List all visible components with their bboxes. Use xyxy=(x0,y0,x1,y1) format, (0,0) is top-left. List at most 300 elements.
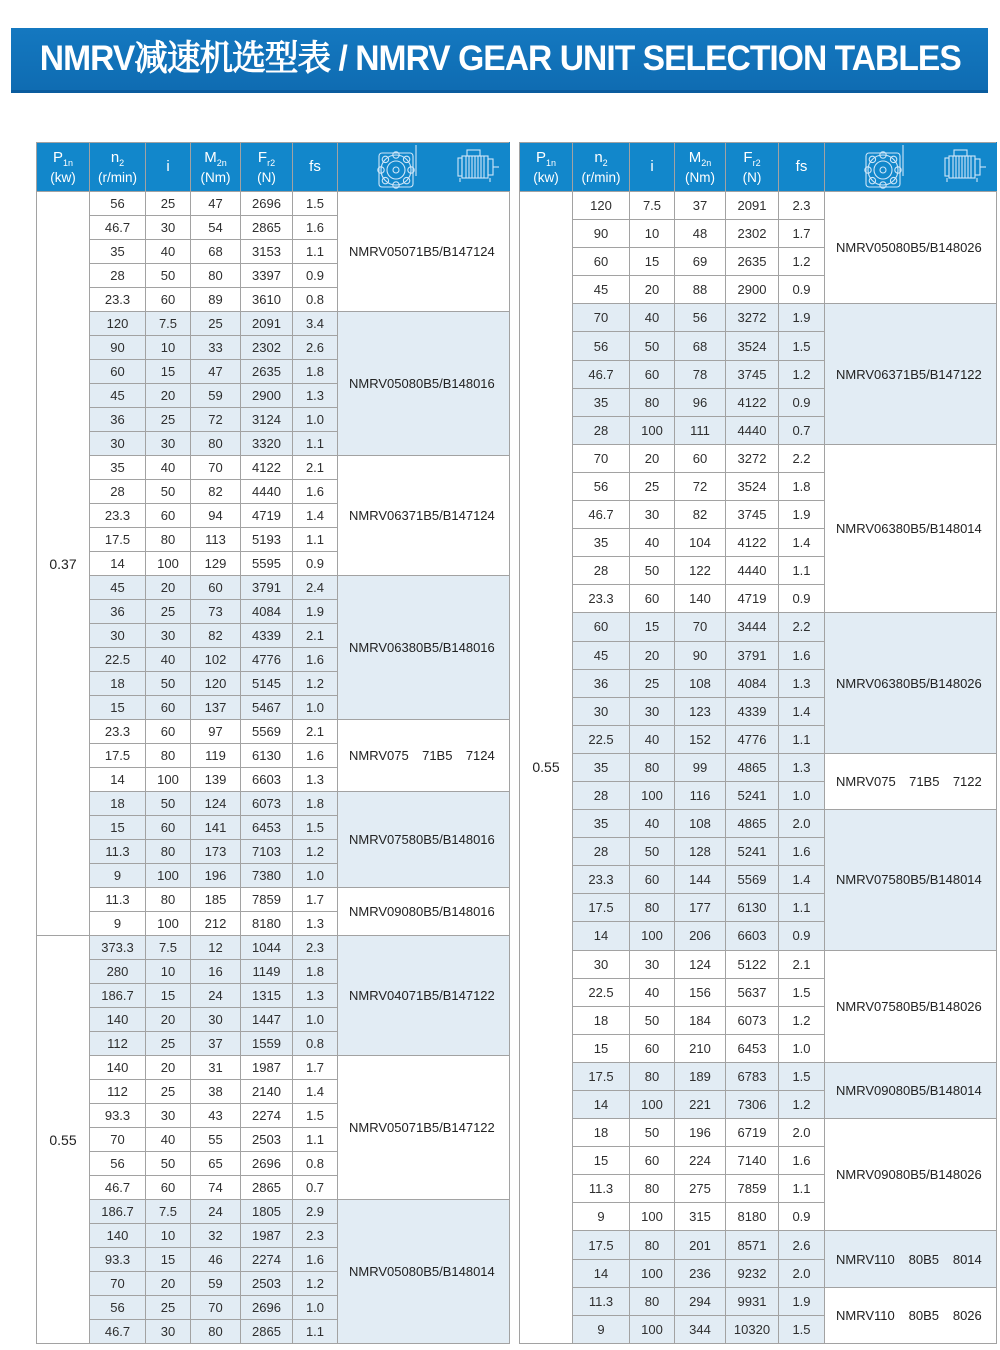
table-row xyxy=(520,304,997,332)
service-factor-cell: 1.5 xyxy=(293,1104,338,1128)
radial-load-cell: 4719 xyxy=(726,585,779,613)
n2-cell: 90 xyxy=(573,220,630,248)
code-number: 8026 xyxy=(952,1167,982,1183)
torque-cell: 54 xyxy=(191,216,241,240)
ratio-cell: 50 xyxy=(146,480,191,504)
n2-cell: 11.3 xyxy=(90,840,146,864)
service-factor-cell: 1.4 xyxy=(779,866,825,894)
torque-cell: 59 xyxy=(191,1272,241,1296)
n2-cell: 15 xyxy=(573,1034,630,1062)
ratio-cell: 40 xyxy=(630,978,675,1006)
n2-cell: 120 xyxy=(573,192,630,220)
torque-cell: 141 xyxy=(191,816,241,840)
radial-load-cell: 4122 xyxy=(726,529,779,557)
service-factor-cell: 1.6 xyxy=(293,216,338,240)
flange-type: 80B5/B14 xyxy=(895,521,953,537)
model-designation-cell xyxy=(338,936,510,1056)
table-row xyxy=(520,1287,997,1315)
service-factor-cell: 1.0 xyxy=(293,408,338,432)
service-factor-cell: 2.0 xyxy=(779,1119,825,1147)
n2-cell: 35 xyxy=(573,810,630,838)
flange-type: 80B5/B14 xyxy=(408,904,466,919)
ratio-cell: 60 xyxy=(630,360,675,388)
n2-cell: 18 xyxy=(90,672,146,696)
radial-load-cell: 1044 xyxy=(241,936,293,960)
torque-cell: 124 xyxy=(191,792,241,816)
radial-load-cell: 6073 xyxy=(241,792,293,816)
service-factor-cell: 2.1 xyxy=(293,720,338,744)
radial-load-cell: 4339 xyxy=(241,624,293,648)
service-factor-cell: 1.2 xyxy=(293,1272,338,1296)
ratio-cell: 50 xyxy=(630,557,675,585)
service-factor-cell: 1.1 xyxy=(293,1320,338,1344)
n2-cell: 45 xyxy=(573,641,630,669)
gear-selection-table-right xyxy=(519,142,997,1344)
service-factor-cell: 0.8 xyxy=(293,1032,338,1056)
radial-load-cell: 3272 xyxy=(726,444,779,472)
service-factor-cell: 1.5 xyxy=(779,1315,825,1343)
radial-load-cell: 4776 xyxy=(726,725,779,753)
n2-cell: 28 xyxy=(573,557,630,585)
torque-cell: 72 xyxy=(191,408,241,432)
model-name: NMRV090 xyxy=(349,904,409,919)
radial-load-cell: 4122 xyxy=(726,388,779,416)
n2-cell: 15 xyxy=(90,816,146,840)
service-factor-cell: 0.9 xyxy=(293,264,338,288)
n2-cell: 14 xyxy=(573,922,630,950)
n2-cell: 70 xyxy=(573,304,630,332)
radial-load-cell: 2302 xyxy=(241,336,293,360)
model-name: NMRV063 xyxy=(836,521,896,537)
service-factor-cell: 1.7 xyxy=(293,888,338,912)
model-designation-cell xyxy=(825,444,997,613)
torque-cell: 210 xyxy=(675,1034,726,1062)
n2-cell: 46.7 xyxy=(573,360,630,388)
n2-cell: 90 xyxy=(90,336,146,360)
n2-cell: 17.5 xyxy=(573,1062,630,1090)
torque-cell: 173 xyxy=(191,840,241,864)
model-name: NMRV050 xyxy=(349,1264,409,1279)
column-header-fr2: $F_{r2}$ (N) xyxy=(241,143,293,192)
radial-load-cell: 8180 xyxy=(726,1203,779,1231)
ratio-cell: 100 xyxy=(630,1203,675,1231)
torque-cell: 60 xyxy=(675,444,726,472)
service-factor-cell: 1.1 xyxy=(293,432,338,456)
radial-load-cell: 5241 xyxy=(726,838,779,866)
service-factor-cell: 1.6 xyxy=(293,648,338,672)
column-header-fs: fs xyxy=(293,143,338,192)
radial-load-cell: 6603 xyxy=(726,922,779,950)
radial-load-cell: 2696 xyxy=(241,1296,293,1320)
torque-cell: 189 xyxy=(675,1062,726,1090)
n2-cell: 30 xyxy=(90,432,146,456)
torque-cell: 38 xyxy=(191,1080,241,1104)
n2-cell: 22.5 xyxy=(90,648,146,672)
n2-cell: 140 xyxy=(90,1056,146,1080)
torque-cell: 60 xyxy=(191,576,241,600)
torque-cell: 80 xyxy=(191,1320,241,1344)
torque-cell: 59 xyxy=(191,384,241,408)
model-name: NMRV075 xyxy=(836,773,896,789)
ratio-cell: 50 xyxy=(146,792,191,816)
model-name: NMRV050 xyxy=(349,244,409,259)
torque-cell: 221 xyxy=(675,1091,726,1119)
service-factor-cell: 0.9 xyxy=(779,922,825,950)
flange-type: 80B5/B14 xyxy=(895,1083,953,1098)
ratio-cell: 25 xyxy=(146,1032,191,1056)
n2-cell: 56 xyxy=(90,1296,146,1320)
n2-cell: 18 xyxy=(90,792,146,816)
n2-cell: 56 xyxy=(90,192,146,216)
service-factor-cell: 2.4 xyxy=(293,576,338,600)
electric-motor-icon xyxy=(453,146,501,188)
ratio-cell: 100 xyxy=(146,864,191,888)
torque-cell: 116 xyxy=(675,781,726,809)
flange-type: 80B5/B14 xyxy=(895,1167,953,1183)
radial-load-cell: 2865 xyxy=(241,1176,293,1200)
radial-load-cell: 4339 xyxy=(726,697,779,725)
service-factor-cell: 1.5 xyxy=(779,978,825,1006)
ratio-cell: 50 xyxy=(630,332,675,360)
radial-load-cell: 3791 xyxy=(726,641,779,669)
ratio-cell: 50 xyxy=(146,264,191,288)
radial-load-cell: 6130 xyxy=(241,744,293,768)
n2-cell: 9 xyxy=(573,1203,630,1231)
torque-cell: 16 xyxy=(191,960,241,984)
flange-type: 71B5 xyxy=(909,773,940,789)
service-factor-cell: 2.3 xyxy=(293,1224,338,1248)
n2-cell: 140 xyxy=(90,1224,146,1248)
flange-type: 71B5/B14 xyxy=(408,1120,466,1135)
service-factor-cell: 1.6 xyxy=(293,1248,338,1272)
ratio-cell: 25 xyxy=(146,192,191,216)
ratio-cell: 20 xyxy=(630,641,675,669)
model-designation-cell xyxy=(825,304,997,444)
table-row xyxy=(37,456,510,480)
model-designation-cell xyxy=(338,888,510,936)
column-header-n2: $n_2$ (r/min) xyxy=(573,143,630,192)
torque-cell: 72 xyxy=(675,472,726,500)
code-number: 8026 xyxy=(952,1307,982,1323)
ratio-cell: 100 xyxy=(630,1091,675,1119)
radial-load-cell: 5595 xyxy=(241,552,293,576)
n2-cell: 23.3 xyxy=(573,866,630,894)
torque-cell: 24 xyxy=(191,984,241,1008)
radial-load-cell: 6719 xyxy=(726,1119,779,1147)
torque-cell: 96 xyxy=(675,388,726,416)
radial-load-cell: 2900 xyxy=(241,384,293,408)
service-factor-cell: 2.1 xyxy=(779,950,825,978)
ratio-cell: 100 xyxy=(630,1315,675,1343)
service-factor-cell: 1.0 xyxy=(293,1296,338,1320)
torque-cell: 123 xyxy=(675,697,726,725)
n2-cell: 56 xyxy=(90,1152,146,1176)
power-value-cell: 0.55 xyxy=(37,936,90,1344)
flange-type: 80B5/B14 xyxy=(408,1264,466,1279)
n2-cell: 46.7 xyxy=(573,501,630,529)
radial-load-cell: 6453 xyxy=(726,1034,779,1062)
n2-cell: 186.7 xyxy=(90,1200,146,1224)
n2-cell: 45 xyxy=(573,276,630,304)
table-row xyxy=(520,753,997,781)
radial-load-cell: 4865 xyxy=(726,753,779,781)
code-number: 8026 xyxy=(952,675,982,691)
service-factor-cell: 1.5 xyxy=(779,332,825,360)
code-number: 8016 xyxy=(465,832,495,847)
ratio-cell: 30 xyxy=(146,432,191,456)
radial-load-cell: 5569 xyxy=(241,720,293,744)
model-designation-cell xyxy=(338,312,510,456)
model-designation-cell xyxy=(825,753,997,809)
n2-cell: 46.7 xyxy=(90,1176,146,1200)
radial-load-cell: 2696 xyxy=(241,1152,293,1176)
code-number: 7122 xyxy=(465,1120,495,1135)
torque-cell: 196 xyxy=(191,864,241,888)
torque-cell: 73 xyxy=(191,600,241,624)
flange-type: 80B5/B14 xyxy=(895,675,953,691)
radial-load-cell: 8571 xyxy=(726,1231,779,1259)
model-name: NMRV075 xyxy=(349,748,409,763)
ratio-cell: 20 xyxy=(630,444,675,472)
model-name: NMRV075 xyxy=(836,998,896,1014)
radial-load-cell: 8180 xyxy=(241,912,293,936)
radial-load-cell: 3153 xyxy=(241,240,293,264)
ratio-cell: 7.5 xyxy=(146,1200,191,1224)
n2-cell: 22.5 xyxy=(573,725,630,753)
ratio-cell: 60 xyxy=(146,504,191,528)
radial-load-cell: 4084 xyxy=(726,669,779,697)
n2-cell: 60 xyxy=(90,360,146,384)
n2-cell: 35 xyxy=(573,388,630,416)
torque-cell: 124 xyxy=(675,950,726,978)
code-number: 7124 xyxy=(465,508,495,523)
power-value-cell: 0.37 xyxy=(37,192,90,936)
torque-cell: 33 xyxy=(191,336,241,360)
radial-load-cell: 5122 xyxy=(726,950,779,978)
gear-selection-table-left xyxy=(36,142,510,1344)
torque-cell: 139 xyxy=(191,768,241,792)
torque-cell: 65 xyxy=(191,1152,241,1176)
code-number: 7122 xyxy=(952,773,982,789)
radial-load-cell: 2865 xyxy=(241,1320,293,1344)
radial-load-cell: 4865 xyxy=(726,810,779,838)
n2-cell: 9 xyxy=(573,1315,630,1343)
service-factor-cell: 2.3 xyxy=(293,936,338,960)
radial-load-cell: 2274 xyxy=(241,1248,293,1272)
ratio-cell: 50 xyxy=(630,1006,675,1034)
n2-cell: 93.3 xyxy=(90,1104,146,1128)
service-factor-cell: 1.9 xyxy=(779,1287,825,1315)
n2-cell: 280 xyxy=(90,960,146,984)
service-factor-cell: 1.3 xyxy=(293,384,338,408)
service-factor-cell: 1.3 xyxy=(293,768,338,792)
model-name: NMRV090 xyxy=(836,1083,896,1098)
ratio-cell: 7.5 xyxy=(630,192,675,220)
radial-load-cell: 1447 xyxy=(241,1008,293,1032)
ratio-cell: 30 xyxy=(630,950,675,978)
n2-cell: 36 xyxy=(90,600,146,624)
torque-cell: 97 xyxy=(191,720,241,744)
service-factor-cell: 1.8 xyxy=(779,472,825,500)
radial-load-cell: 5193 xyxy=(241,528,293,552)
model-name: NMRV063 xyxy=(836,675,896,691)
service-factor-cell: 1.1 xyxy=(293,528,338,552)
table-row xyxy=(37,312,510,336)
service-factor-cell: 2.6 xyxy=(779,1231,825,1259)
code-number: 8016 xyxy=(465,376,495,391)
model-designation-cell xyxy=(825,1062,997,1118)
torque-cell: 119 xyxy=(191,744,241,768)
ratio-cell: 80 xyxy=(630,894,675,922)
ratio-cell: 60 xyxy=(630,1034,675,1062)
model-designation-cell xyxy=(338,1056,510,1200)
ratio-cell: 100 xyxy=(630,781,675,809)
radial-load-cell: 2503 xyxy=(241,1272,293,1296)
flange-type: 80B5/B14 xyxy=(895,872,953,888)
model-name: NMRV040 xyxy=(349,988,409,1003)
ratio-cell: 60 xyxy=(630,1147,675,1175)
radial-load-cell: 5637 xyxy=(726,978,779,1006)
ratio-cell: 30 xyxy=(630,501,675,529)
service-factor-cell: 1.0 xyxy=(293,696,338,720)
torque-cell: 206 xyxy=(675,922,726,950)
torque-cell: 30 xyxy=(191,1008,241,1032)
service-factor-cell: 1.2 xyxy=(779,248,825,276)
flange-type: 80B5/B14 xyxy=(408,832,466,847)
model-designation-cell xyxy=(825,192,997,304)
model-designation-cell xyxy=(338,792,510,888)
ratio-cell: 15 xyxy=(146,984,191,1008)
service-factor-cell: 2.2 xyxy=(779,444,825,472)
torque-cell: 137 xyxy=(191,696,241,720)
torque-cell: 46 xyxy=(191,1248,241,1272)
ratio-cell: 20 xyxy=(146,384,191,408)
ratio-cell: 30 xyxy=(630,697,675,725)
table-row xyxy=(37,192,510,216)
ratio-cell: 25 xyxy=(146,1080,191,1104)
n2-cell: 56 xyxy=(573,472,630,500)
radial-load-cell: 3524 xyxy=(726,332,779,360)
column-header-model xyxy=(825,143,997,192)
radial-load-cell: 2635 xyxy=(241,360,293,384)
n2-cell: 23.3 xyxy=(90,720,146,744)
torque-cell: 129 xyxy=(191,552,241,576)
code-number: 8014 xyxy=(952,872,982,888)
column-header-i: i xyxy=(146,143,191,192)
service-factor-cell: 0.9 xyxy=(779,585,825,613)
ratio-cell: 15 xyxy=(146,1248,191,1272)
ratio-cell: 80 xyxy=(146,840,191,864)
model-designation-cell xyxy=(338,456,510,576)
code-number: 8014 xyxy=(952,1083,982,1098)
service-factor-cell: 1.6 xyxy=(779,1147,825,1175)
service-factor-cell: 1.6 xyxy=(779,838,825,866)
service-factor-cell: 0.9 xyxy=(779,1203,825,1231)
n2-cell: 15 xyxy=(573,1147,630,1175)
radial-load-cell: 5467 xyxy=(241,696,293,720)
model-name: NMRV075 xyxy=(349,832,409,847)
n2-cell: 9 xyxy=(90,864,146,888)
torque-cell: 31 xyxy=(191,1056,241,1080)
ratio-cell: 80 xyxy=(630,388,675,416)
table-row xyxy=(37,720,510,744)
service-factor-cell: 1.9 xyxy=(779,501,825,529)
column-header-i: i xyxy=(630,143,675,192)
service-factor-cell: 2.1 xyxy=(293,456,338,480)
model-name: NMRV050 xyxy=(349,1120,409,1135)
service-factor-cell: 1.0 xyxy=(293,1008,338,1032)
column-header-m2n: $M_{2n}$ (Nm) xyxy=(191,143,241,192)
table-row xyxy=(520,810,997,838)
code-number: 8026 xyxy=(952,240,982,256)
radial-load-cell: 3444 xyxy=(726,613,779,641)
torque-cell: 344 xyxy=(675,1315,726,1343)
service-factor-cell: 1.3 xyxy=(779,669,825,697)
torque-cell: 144 xyxy=(675,866,726,894)
n2-cell: 28 xyxy=(573,838,630,866)
ratio-cell: 25 xyxy=(146,1296,191,1320)
n2-cell: 28 xyxy=(90,264,146,288)
ratio-cell: 50 xyxy=(630,838,675,866)
ratio-cell: 100 xyxy=(630,922,675,950)
service-factor-cell: 1.7 xyxy=(779,220,825,248)
torque-cell: 315 xyxy=(675,1203,726,1231)
radial-load-cell: 2140 xyxy=(241,1080,293,1104)
torque-cell: 111 xyxy=(675,416,726,444)
ratio-cell: 20 xyxy=(146,1272,191,1296)
ratio-cell: 40 xyxy=(630,304,675,332)
service-factor-cell: 1.3 xyxy=(293,912,338,936)
n2-cell: 23.3 xyxy=(573,585,630,613)
column-header-m2n: $M_{2n}$ (Nm) xyxy=(675,143,726,192)
radial-load-cell: 2091 xyxy=(241,312,293,336)
service-factor-cell: 1.8 xyxy=(293,792,338,816)
service-factor-cell: 1.6 xyxy=(293,744,338,768)
service-factor-cell: 2.9 xyxy=(293,1200,338,1224)
column-header-model xyxy=(338,143,510,192)
model-name: NMRV063 xyxy=(349,640,409,655)
radial-load-cell: 7859 xyxy=(726,1175,779,1203)
ratio-cell: 25 xyxy=(630,472,675,500)
torque-cell: 90 xyxy=(675,641,726,669)
flange-type: 80B5/B14 xyxy=(408,376,466,391)
table-row xyxy=(520,444,997,472)
n2-cell: 14 xyxy=(90,552,146,576)
service-factor-cell: 1.0 xyxy=(779,1034,825,1062)
n2-cell: 60 xyxy=(573,613,630,641)
torque-cell: 236 xyxy=(675,1259,726,1287)
service-factor-cell: 3.4 xyxy=(293,312,338,336)
torque-cell: 80 xyxy=(191,432,241,456)
radial-load-cell: 1987 xyxy=(241,1056,293,1080)
table-row xyxy=(520,1231,997,1259)
ratio-cell: 20 xyxy=(146,576,191,600)
torque-cell: 128 xyxy=(675,838,726,866)
page-title: NMRV减速机选型表 / NMRV GEAR UNIT SELECTION TABLES xyxy=(39,39,961,78)
code-number: 8014 xyxy=(465,1264,495,1279)
radial-load-cell: 2865 xyxy=(241,216,293,240)
title-banner xyxy=(11,28,988,93)
torque-cell: 24 xyxy=(191,1200,241,1224)
ratio-cell: 60 xyxy=(146,696,191,720)
ratio-cell: 25 xyxy=(146,600,191,624)
code-number: 8014 xyxy=(952,521,982,537)
table-row xyxy=(520,613,997,641)
model-name: NMRV110 xyxy=(836,1251,895,1267)
torque-cell: 82 xyxy=(191,480,241,504)
n2-cell: 14 xyxy=(90,768,146,792)
torque-cell: 99 xyxy=(675,753,726,781)
